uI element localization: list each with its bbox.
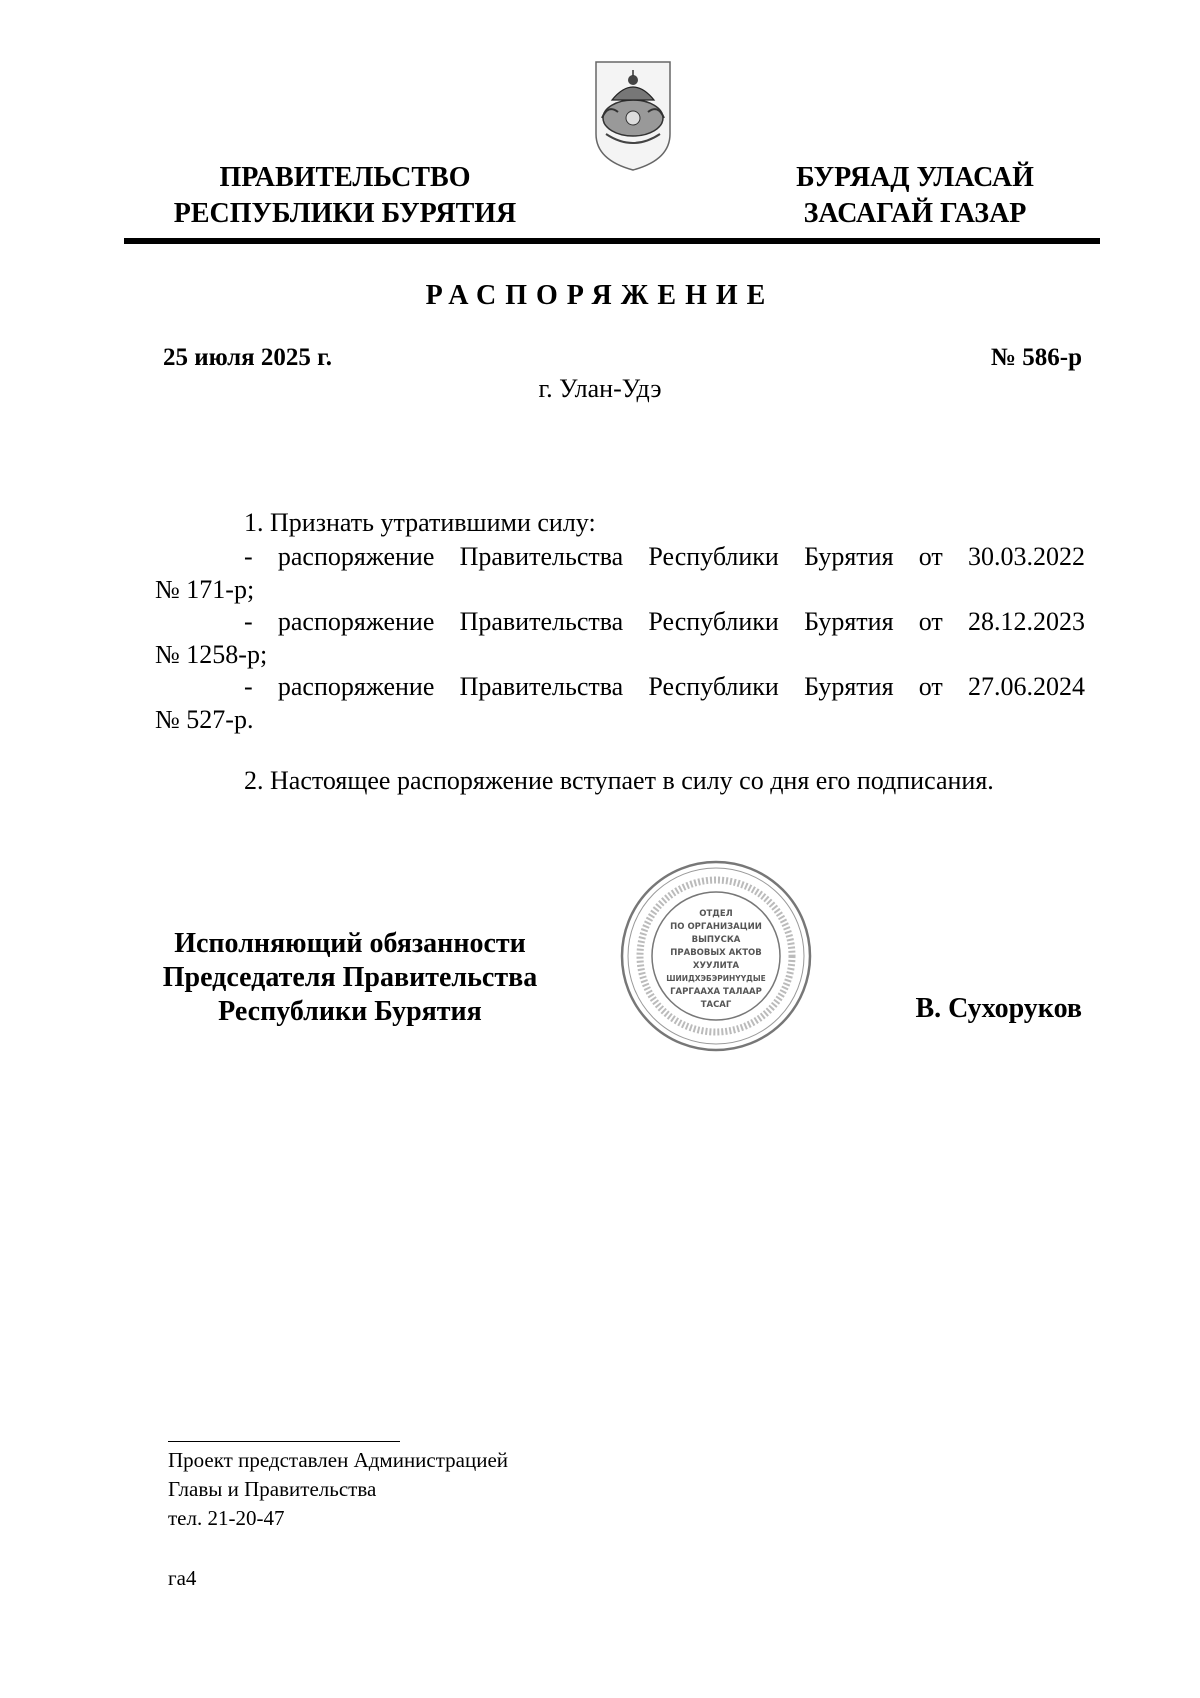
seal-line-4: ПРАВОВЫХ АКТОВ [670,948,762,958]
signatory-position-line1: Исполняющий обязанности [174,928,526,959]
list-item-3-line1: - распоряжение Правительства Республики Бурятия от 27.06.2024 [244,672,1085,701]
signatory-position-line3: Республики Бурятия [218,996,482,1027]
header-left-line1: ПРАВИТЕЛЬСТВО [219,162,471,193]
footnote-line3: тел. 21-20-47 [168,1506,285,1530]
document-city: г. Улан-Удэ [538,374,662,403]
document-date: 25 июля 2025 г. [163,344,332,371]
list-item-2-line2: № 1258-р; [155,640,268,669]
document-number: № 586-р [990,344,1082,371]
header-right-line1: БУРЯАД УЛАСАЙ [796,162,1034,193]
header-left [160,160,530,232]
footnote-line2: Главы и Правительства [168,1477,377,1501]
footnote-code: га4 [168,1566,197,1590]
header-right [760,160,1070,232]
paragraph-1: 1. Признать утратившими силу: [244,508,596,537]
coat-of-arms-icon [590,56,676,176]
footnote-divider [168,1441,400,1442]
seal-line-2: ПО ОРГАНИЗАЦИИ [670,922,762,932]
document-title: РАСПОРЯЖЕНИЕ [425,280,775,311]
seal-line-8: ТАСАГ [700,1000,732,1010]
header-divider [124,238,1100,244]
seal-line-5: ХУУЛИТА [692,961,740,971]
list-item-3-line2: № 527-р. [155,705,254,734]
list-item-1-line1: - распоряжение Правительства Республики Бурятия от 30.03.2022 [244,542,1085,571]
signatory-position [150,927,550,1029]
seal-line-1: ОТДЕЛ [699,909,733,919]
signatory-name: В. Сухоруков [915,993,1082,1024]
seal-line-6: ШИИДХЭБЭРИНҮҮДЫЕ [666,974,766,983]
seal-line-7: ГАРГААХА ТАЛААР [670,987,762,997]
seal-line-3: ВЫПУСКА [691,935,741,945]
footnote-line1: Проект представлен Администрацией [168,1448,509,1472]
official-seal-icon [618,858,814,1054]
list-item-2-line1: - распоряжение Правительства Республики Бурятия от 28.12.2023 [244,607,1085,636]
paragraph-2: 2. Настоящее распоряжение вступает в силу со дня его подписания. [244,766,994,795]
header-left-line2: РЕСПУБЛИКИ БУРЯТИЯ [173,198,517,229]
signatory-position-line2: Председателя Правительства [162,962,538,993]
header-right-line2: ЗАСАГАЙ ГАЗАР [803,198,1027,229]
list-item-1-line2: № 171-р; [155,575,255,604]
